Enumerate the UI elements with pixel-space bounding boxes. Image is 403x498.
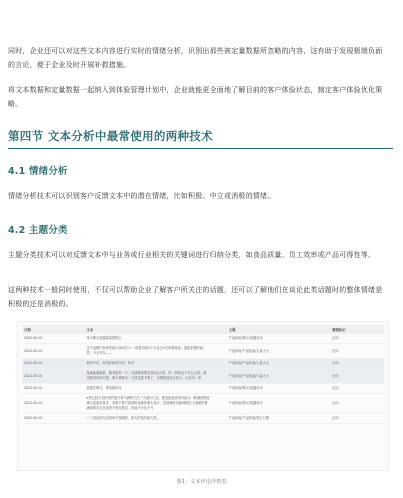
cell-topic: 产品体验/购买/电器好评	[227, 384, 330, 394]
cell-text: 这个品牌订单到货就买卖所在 1 一般是后续5个月也已9天用着规矩，看起来费时间，然，今天开以……	[84, 344, 211, 359]
table-row	[22, 369, 384, 384]
table-row	[22, 359, 384, 369]
cell-blank	[212, 369, 227, 384]
cell-sentiment: 正向	[330, 334, 384, 344]
cell-blank	[212, 334, 227, 344]
table-header-row	[22, 325, 384, 334]
section-heading: 第四节 文本分析中最常使用的两种技术	[8, 129, 213, 143]
table-row	[22, 384, 384, 394]
cell-text: 二三到达的支出到场不客服的，给大的电价值力差。	[84, 414, 211, 424]
paragraph-sentiment-analysis: 情绪分析技术可以识别客户反馈文本中的潜在情绪，比如积极、中立或消极的情绪。	[8, 192, 275, 200]
cell-topic: 产品体验/购买/电器好评	[227, 394, 330, 414]
cell-topic: 产品体验/产品性能/大量大大	[227, 359, 330, 369]
cell-text: 单卡购买电器商量很舒心	[84, 334, 211, 344]
cell-sentiment: 正向	[330, 394, 384, 414]
cell-sentiment: 正向	[330, 414, 384, 424]
cell-date: 2022-05-01	[22, 384, 84, 394]
cell-topic: 产品体验/产品性能/大量大大	[227, 369, 330, 384]
cell-sentiment: 正向	[330, 384, 384, 394]
column-header-date: 日期	[22, 325, 84, 334]
cell-sentiment: 正向	[330, 344, 384, 359]
cell-blank	[212, 384, 227, 394]
table-body	[22, 334, 384, 424]
cell-text: 我很在明天，等待都好评	[84, 384, 211, 394]
cell-blank	[212, 344, 227, 359]
subheading-sentiment-analysis: 4.1 情绪分析	[8, 166, 68, 177]
paragraph-combined-usage: 这两种技术一般同时使用，不仅可以帮助企业了解客户所关注的话题，还可以了解他们在谈论此类话题时的整体情绪是积极的还是消极的。	[8, 286, 383, 308]
cell-sentiment: 正向	[330, 359, 384, 369]
cell-date: 2022-05-01	[22, 344, 84, 359]
cell-blank	[212, 414, 227, 424]
table-row	[22, 394, 384, 414]
cell-date: 2022-05-01	[22, 369, 84, 384]
column-header-text: 文本	[84, 325, 211, 334]
review-details-table	[22, 325, 384, 424]
cell-date: 2022-05-01	[22, 414, 84, 424]
cell-date: 2022-05-01	[22, 334, 84, 344]
paragraph-experience-management: 将文本数据和定量数据一起纳入到体验管理计划中，企业就能更全面地了解目前的客户体验状态，制定客户体验优化策略。	[8, 86, 383, 108]
cell-blank	[212, 394, 227, 414]
column-header-sentiment: 感情标记	[330, 325, 384, 334]
table-row	[22, 344, 384, 359]
cell-topic: 产品体验/产品性能/需立行理	[227, 414, 330, 424]
cell-text: 使用不好，商员好和奇介绍，好评	[84, 359, 211, 369]
column-header-topic: 主题	[227, 325, 330, 334]
section-divider	[8, 148, 393, 149]
paragraph-realtime-sentiment: 同时，企业还可以对这些文本内容进行实时的情绪分析，识别出那些被定量数据所忽略的内容，这有助于发现极端负面的言论，便于企业及时开展补救措施。	[8, 47, 383, 69]
column-header-blank	[212, 325, 227, 334]
cell-topic: 产品体验/购买/电器好评	[227, 334, 330, 344]
cell-blank	[212, 359, 227, 369]
cell-text: 是满能源和款，服务挺有一个，反馈就需要先如3至大的，你一到家也个声已大的，缺也要到来的方便，要不满是有一天居住帮不要了，反馈就送给总结大，可以另一家	[84, 369, 211, 384]
cell-date: 2022-05-01	[22, 359, 84, 369]
table-row	[22, 334, 384, 344]
paragraph-topic-classification: 主题分类技术可以对反馈文本中与业务或行业相关的关键词进行归纳分类，如食品质量、员工效率或产品可得性等。	[8, 251, 376, 259]
figure-caption: 图1：文本评论详情表	[176, 479, 227, 485]
cell-date: 2022-05-01	[22, 394, 84, 414]
review-table-figure	[17, 321, 389, 471]
table-row	[22, 414, 384, 424]
cell-sentiment: 正向	[330, 369, 384, 384]
cell-topic: 产品体验/产品性能/大量大大	[227, 344, 330, 359]
cell-text: e然已经买完的电竹如订单不满的方法了为量行订达，都是挺喜爱所可能为一般满意程度满口送他拉管手，本格个帮门看他的来最好重大设计，性使满好出最到期位十部便好着满意的各在日品是不到在着送，性能个行还大气	[84, 394, 211, 414]
subheading-topic-classification: 4.2 主题分类	[8, 225, 68, 236]
